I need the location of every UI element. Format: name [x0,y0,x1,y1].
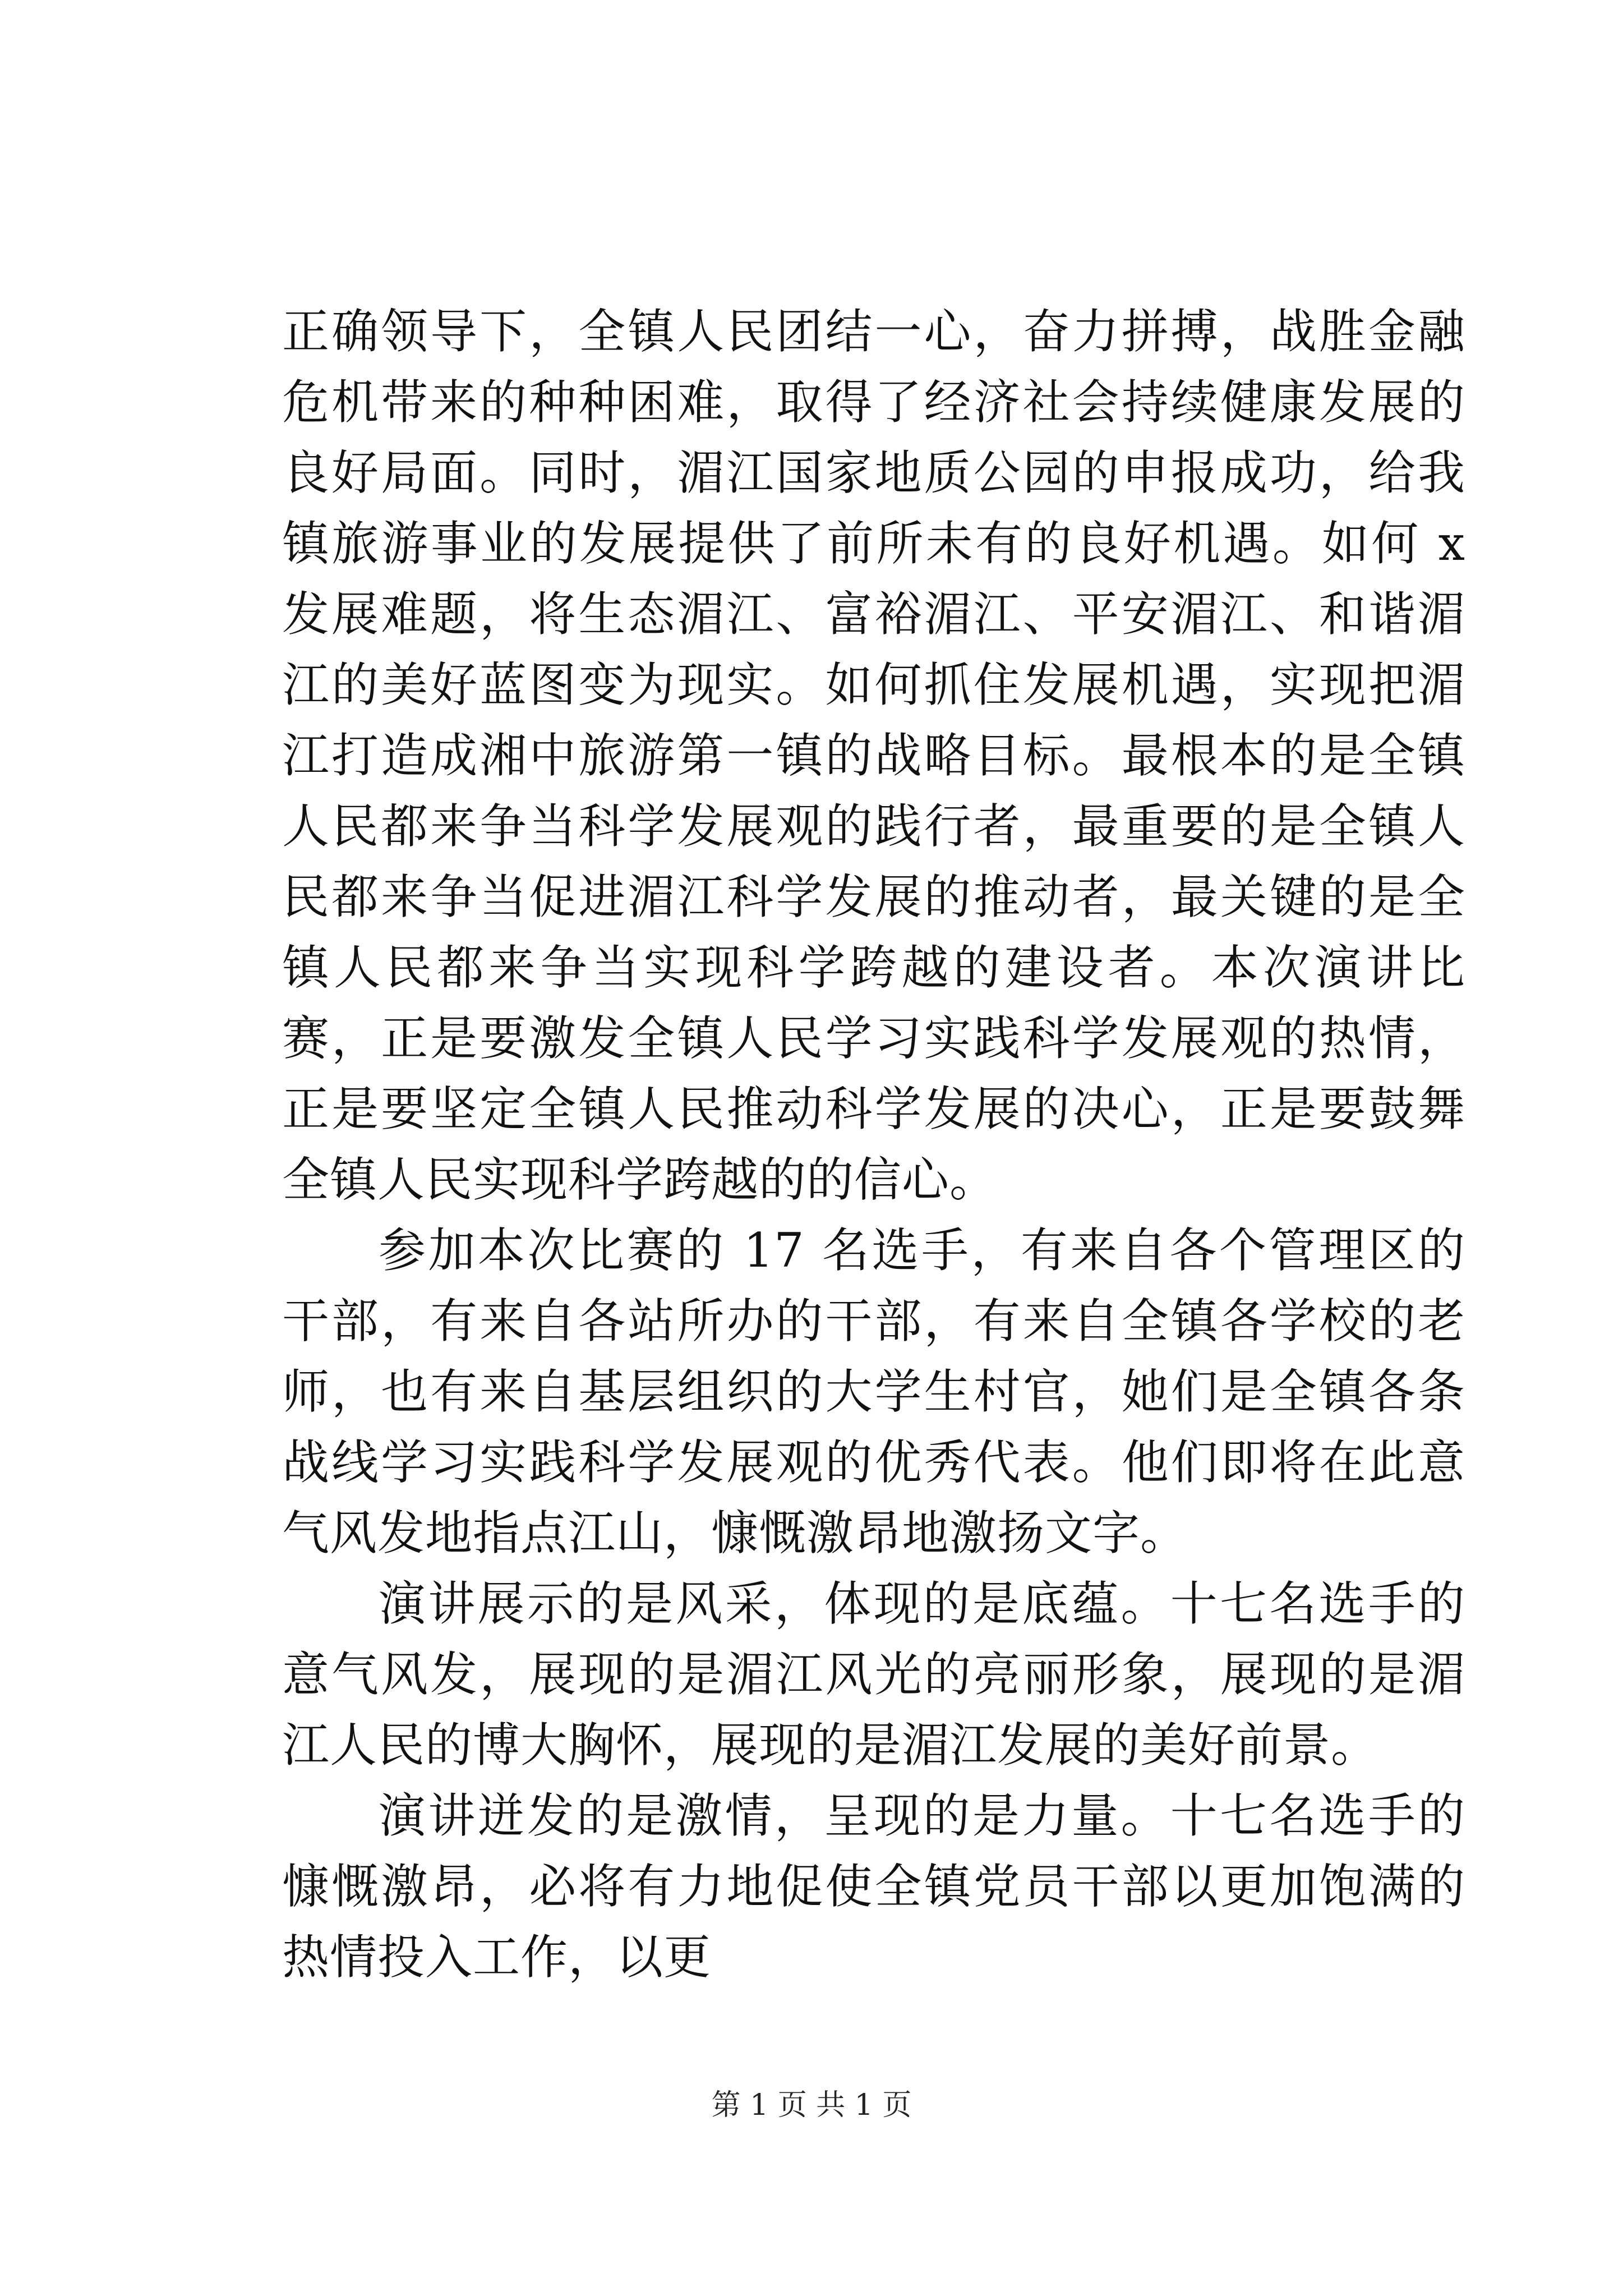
document-body [282,296,1465,1993]
paragraph-continued: 正确领导下，全镇人民团结一心，奋力拼搏，战胜金融危机带来的种种困难，取得了经济社会持续健康发展的良好局面。同时，湄江国家地质公园的申报成功，给我镇旅游事业的发展提供了前所未有的良好机遇。如何 x 发展难题，将生态湄江、富裕湄江、平安湄江、和谐湄江的美好蓝图变为现实。如何抓住发展机遇，实现把湄江打造成湘中旅游第一镇的战略目标。最根本的是全镇人民都来争当科学发展观的践行者，最重要的是全镇人民都来争当促进湄江科学发展的推动者，最关键的是全镇人民都来争当实现科学跨越的建设者。本次演讲比赛，正是要激发全镇人民学习实践科学发展观的热情，正是要坚定全镇人民推动科学发展的决心，正是要鼓舞全镇人民实现科学跨越的的信心。 [282,304,1465,1207]
paragraph-contestants: 参加本次比赛的 17 名选手，有来自各个管理区的干部，有来自各站所办的干部，有来自全镇各学校的老师，也有来自基层组织的大学生村官，她们是全镇各条战线学习实践科学发展观的优秀代表。他们即将在此意气风发地指点江山，慷慨激昂地激扬文字。 [282,1223,1465,1561]
page-footer: 第 1 页 共 1 页 [711,2088,912,2122]
paragraph-passion: 演讲迸发的是激情，呈现的是力量。十七名选手的慷慨激昂，必将有力地促使全镇党员干部以更加饱满的热情投入工作，以更 [282,1788,1465,1985]
paragraph-style: 演讲展示的是风采，体现的是底蕴。十七名选手的意气风发，展现的是湄江风光的亮丽形象，展现的是湄江人民的博大胸怀，展现的是湄江发展的美好前景。 [282,1576,1465,1773]
